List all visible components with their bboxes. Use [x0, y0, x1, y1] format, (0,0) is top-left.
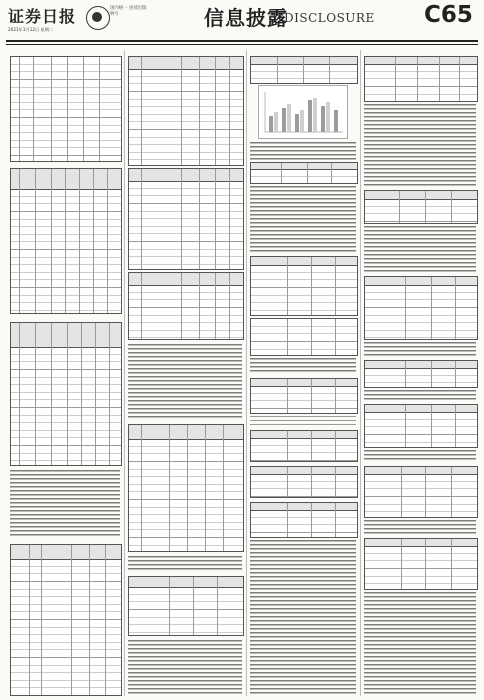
data-table	[364, 404, 478, 448]
data-table	[250, 502, 358, 538]
body-text-block	[364, 592, 476, 694]
masthead-rule	[6, 40, 478, 42]
data-table	[10, 168, 122, 314]
section-title-en: DISCLOSURE	[284, 11, 375, 25]
data-table	[364, 466, 478, 518]
body-text-block	[364, 390, 476, 400]
data-table	[10, 322, 122, 466]
data-table	[10, 544, 122, 696]
data-table	[250, 466, 358, 498]
data-table	[364, 276, 478, 340]
body-text-block	[364, 342, 476, 356]
newspaper-logo: 证券日报	[8, 7, 77, 26]
data-table	[250, 430, 358, 462]
body-text-block	[128, 344, 242, 418]
masthead	[0, 0, 484, 46]
data-table	[364, 190, 478, 224]
body-text-block	[364, 450, 476, 462]
body-text-block	[128, 556, 242, 570]
publication-note: 国内统一 连续出版物号	[110, 6, 147, 17]
body-text-block	[250, 540, 356, 694]
data-table	[250, 378, 358, 414]
data-table	[250, 162, 358, 184]
column-divider	[360, 50, 361, 696]
data-table	[364, 538, 478, 590]
newspaper-seal-icon	[86, 6, 110, 30]
data-table	[250, 56, 358, 84]
date-line: 2021年1月12日 星期二	[8, 27, 54, 32]
data-table	[128, 576, 244, 636]
body-text-block	[128, 640, 242, 694]
body-text-block	[10, 470, 120, 536]
section-title: 信息披露	[204, 6, 288, 30]
masthead-rule-thin	[6, 44, 478, 45]
data-table	[128, 168, 244, 270]
body-text-block	[250, 416, 356, 426]
data-table	[364, 360, 478, 388]
body-text-block	[364, 226, 476, 272]
body-text-block	[364, 104, 476, 186]
column-divider	[124, 50, 125, 696]
body-text-block	[250, 186, 356, 252]
data-table	[10, 56, 122, 162]
data-table	[128, 56, 244, 166]
column-divider	[246, 50, 247, 696]
body-text-block	[250, 142, 356, 160]
body-text-block	[364, 520, 476, 534]
data-table	[364, 56, 478, 102]
data-table	[250, 256, 358, 316]
bar-chart	[258, 85, 348, 139]
page-number: C65	[424, 2, 473, 28]
data-table	[250, 318, 358, 356]
data-table	[128, 272, 244, 340]
data-table	[128, 424, 244, 552]
body-text-block	[250, 358, 356, 372]
